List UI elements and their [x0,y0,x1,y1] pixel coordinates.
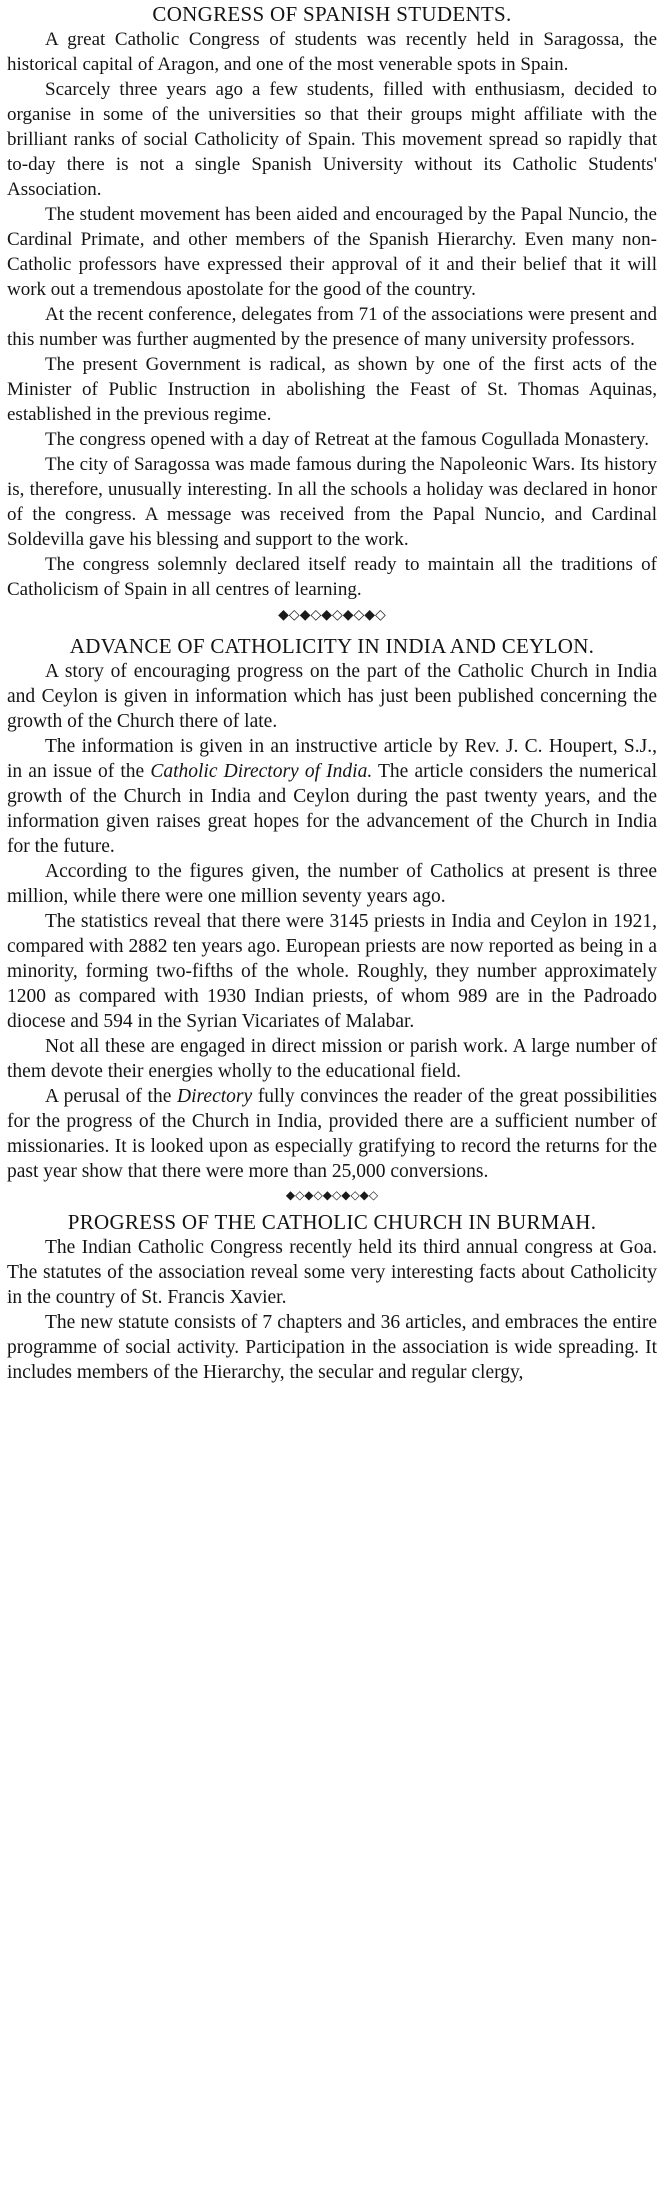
italic-publication-title: Directory [177,1086,253,1107]
paragraph [7,1084,657,1184]
paragraph: Scarcely three years ago a few students, filled with enthusiasm, decided to organise in some of the universities so that their groups might affiliate with the brilliant ranks of social Catholicity of Spain. This movement spread so rapidly that to-day there is not a single Spanish University without its Catholic Students' Association. [7,79,657,200]
paragraph-text: A perusal of the [45,1086,172,1107]
paragraph: The congress solemnly declared itself ready to maintain all the traditions of Catholicism of Spain in all centres of learning. [7,554,657,600]
paragraph: The congress opened with a day of Retreat at the famous Cogullada Monastery. [45,429,649,450]
italic-publication-title: Catholic Directory of India. [150,761,373,782]
article-title: PROGRESS OF THE CATHOLIC CHURCH IN BURMAH. [67,1210,597,1234]
article-title: CONGRESS OF SPANISH STUDENTS. [152,2,512,26]
paragraph: The present Government is radical, as shown by one of the first acts of the Minister of Public Instruction in abolishing the Feast of St. Thomas Aquinas, established in the previous regime. [7,354,657,425]
paragraph-text: fully convinces the reader of the great possibilities for the progress of the Church in India, provided there are a sufficient number of missionaries. It is looked upon as especially gratifying to record the returns for the past year show that there were more than 25,000 conversions. [7,1086,658,1182]
paragraph-text: The article considers the numerical growth of the Church in India and Ceylon during the past twenty years, and the information given raises great hopes for the advancement of the Church in India for the future. [7,761,658,857]
article-spanish-students [7,0,657,602]
paragraph: The student movement has been aided and encouraged by the Papal Nuncio, the Cardinal Primate, and other members of the Spanish Hierarchy. Even many non-Catholic professors have expressed their approval of it and their belief that it will work out a tremendous apostolate for the good of the country. [7,204,657,300]
article-india-ceylon [7,634,657,1184]
ornamental-divider: ◆◇◆◇◆◇◆◇◆◇ [278,607,386,623]
article-burmah [7,1210,657,1385]
paragraph [7,734,657,859]
article-title: ADVANCE OF CATHOLICITY IN INDIA AND CEYLON. [69,634,595,658]
paragraph: At the recent conference, delegates from 71 of the associations were present and this number was further augmented by the presence of many university professors. [7,304,657,350]
ornamental-divider: ◆◇◆◇◆◇◆◇◆◇ [285,1188,379,1202]
paragraph: The city of Saragossa was made famous during the Napoleonic Wars. Its history is, therefore, unusually interesting. In all the schools a holiday was declared in honor of the congress. A message was received from the Papal Nuncio, and Cardinal Soldevilla gave his blessing and support to the work. [7,454,657,550]
paragraph: According to the figures given, the number of Catholics at present is three million, while there were one million seventy years ago. [7,861,657,907]
paragraph: A story of encouraging progress on the part of the Catholic Church in India and Ceylon is given in information which has just been published concerning the growth of the Church there of late. [7,661,657,732]
paragraph: The statistics reveal that there were 3145 priests in India and Ceylon in 1921, compared with 2882 ten years ago. European priests are now reported as being in a minority, forming two-fifths of the whole. Roughly, they number approximately 1200 as compared with 1930 Indian priests, of whom 989 are in the Padroado diocese and 594 in the Syrian Vicariates of Malabar. [7,911,657,1032]
paragraph: The new statute consists of 7 chapters and 36 articles, and embraces the entire programme of social activity. Participation in the association is wide spreading. It includes members of the Hierarchy, the secular and regular clergy, [7,1312,657,1383]
paragraph: The Indian Catholic Congress recently held its third annual congress at Goa. The statutes of the association reveal some very interesting facts about Catholicity in the country of St. Francis Xavier. [7,1237,657,1308]
paragraph: Not all these are engaged in direct mission or parish work. A large number of them devote their energies wholly to the educational field. [7,1036,657,1082]
paragraph: A great Catholic Congress of students was recently held in Saragossa, the historical capital of Aragon, and one of the most venerable spots in Spain. [7,29,657,75]
paragraph-text: The information is given in an instructive article by Rev. J. C. Houpert, S.J., in an issue of the [7,736,657,782]
